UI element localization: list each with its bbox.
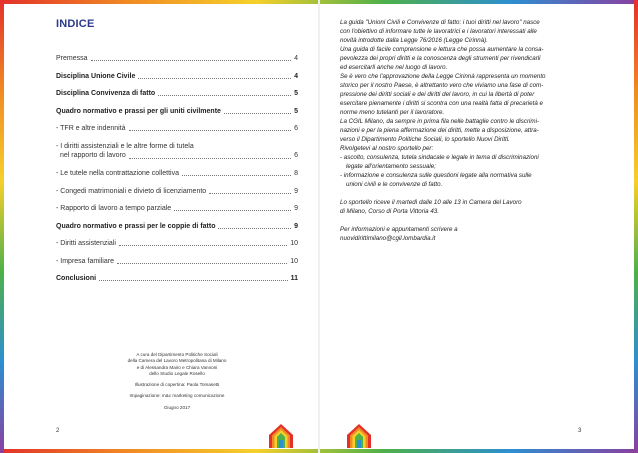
intro-line: esercitare pienamente i diritti si scontra con una realtà fatta di precarietà e xyxy=(340,100,543,107)
toc-page: 5 xyxy=(294,90,298,97)
toc-page: 9 xyxy=(294,187,298,195)
intro-line: legate all'orientamento sessuale; xyxy=(346,163,436,170)
toc-page: 9 xyxy=(294,205,298,212)
toc-leader xyxy=(99,280,288,281)
toc-leader xyxy=(119,245,287,246)
table-of-contents xyxy=(56,18,298,292)
credits-line: della Camera del Lavoro Metropolitana di Milano xyxy=(127,358,227,364)
toc-leader xyxy=(218,228,291,229)
toc-page: 4 xyxy=(294,55,298,62)
credits-date: Giugno 2017 xyxy=(163,404,191,410)
toc-page: 6 xyxy=(294,152,298,159)
rainbow-house-icon xyxy=(346,423,372,449)
toc-label: - TFR e altre indennità xyxy=(56,125,126,132)
toc-leader xyxy=(174,210,291,211)
intro-line: Se è vero che l'approvazione della Legge Cirinnà rappresenta un momento xyxy=(340,73,546,80)
credits-line: dello Studio Legale Rosello xyxy=(149,370,205,376)
toc-leader xyxy=(91,60,292,61)
intro-line: Una guida di facile comprensione e lettura che possa aumentare la consa- xyxy=(340,46,544,53)
page-spine xyxy=(318,0,320,453)
toc-page: 10 xyxy=(290,257,298,265)
intro-line: - informazione e consulenza sulle questioni legate alla normativa sulle xyxy=(340,172,532,179)
toc-entry[interactable] xyxy=(56,204,298,213)
toc-page: 9 xyxy=(294,222,298,230)
toc-entry[interactable] xyxy=(56,142,298,161)
intro-line: La CGIL Milano, da sempre in prima fila nelle battaglie contro le discrimi- xyxy=(340,118,540,125)
toc-label: Quadro normativo e prassi per gli uniti civilmente xyxy=(56,107,221,115)
toc-entry[interactable] xyxy=(56,54,298,63)
toc-leader xyxy=(158,95,291,96)
intro-line: unioni civili e le convivenze di fatto. xyxy=(346,181,443,188)
toc-label: - Impresa familiare xyxy=(56,257,114,265)
rainbow-border-right xyxy=(634,0,638,453)
toc-label: - Le tutele nella contrattazione collettiva xyxy=(56,170,179,177)
toc-label: Premessa xyxy=(56,55,88,62)
toc-label-continued: nel rapporto di lavoro xyxy=(60,152,126,159)
toc-page: 6 xyxy=(294,125,298,132)
toc-label: - Congedi matrimoniali e divieto di licenziamento xyxy=(56,187,207,195)
toc-entry[interactable] xyxy=(56,169,298,178)
contact-email-link[interactable]: nuovidirittimilano@cgil.lombardia.it xyxy=(340,235,436,242)
rainbow-border-left xyxy=(0,0,4,453)
introduction-text xyxy=(340,18,590,243)
toc-page: 11 xyxy=(290,275,298,282)
intro-line: pevolezza dei propri diritti e la conoscenza degli strumenti per rivendicarli xyxy=(340,55,541,62)
toc-title: INDICE xyxy=(56,18,95,30)
toc-label: Conclusioni xyxy=(56,275,97,282)
toc-entry[interactable] xyxy=(56,222,298,231)
toc-page: 8 xyxy=(294,170,298,177)
toc-entry[interactable] xyxy=(56,257,298,266)
credits-line: e di Alessandra Mairo e Chiara Vannoni xyxy=(136,364,218,370)
intro-line: ed esercitarli anche nel luogo di lavoro. xyxy=(340,64,448,71)
toc-entry[interactable] xyxy=(56,124,298,133)
toc-label: Disciplina Unione Civile xyxy=(56,72,136,80)
credits-layout: Impaginazione: m&c marketing comunicazione xyxy=(129,393,225,399)
toc-leader xyxy=(138,78,291,79)
toc-entry[interactable] xyxy=(56,239,298,248)
toc-label: Disciplina Convivenza di fatto xyxy=(56,90,156,97)
toc-leader xyxy=(182,175,291,176)
credits-line: A cura del Dipartimento Politiche Sociali xyxy=(136,352,218,357)
toc-page: 10 xyxy=(290,240,298,247)
toc-entry[interactable] xyxy=(56,72,298,81)
page-number-left: 2 xyxy=(56,428,60,434)
credits-illustrations: Illustrazione di copertina: Paola Tomasetti xyxy=(134,382,220,388)
toc-page: 5 xyxy=(294,107,298,115)
toc-leader xyxy=(224,113,291,114)
toc-label: - Diritti assistenziali xyxy=(56,240,116,247)
toc-entry[interactable] xyxy=(56,187,298,196)
intro-line: pressione dei diritti sociali e dei diritti del lavoro, in cui la libertà di poter xyxy=(340,91,535,98)
toc-entry[interactable] xyxy=(56,89,298,98)
intro-line: norme meno tutelanti per il lavoratore. xyxy=(340,109,445,116)
toc-leader xyxy=(129,130,292,131)
toc-label: - I diritti assistenziali e le altre forme di tutela xyxy=(56,142,194,150)
toc-leader xyxy=(117,263,287,264)
toc-leader xyxy=(209,193,291,194)
intro-line: storico per il nostro Paese, è altrettanto vero che viviamo una fase di com- xyxy=(340,82,544,89)
office-hours-line: di Milano, Corso di Porta Vittoria 43. xyxy=(340,208,439,215)
intro-line: La guida "Unioni Civili e Convivenze di fatto: i tuoi diritti nel lavoro" nasce xyxy=(340,19,540,26)
credits-block xyxy=(56,352,298,416)
page-number-right: 3 xyxy=(578,428,582,434)
toc-label: Quadro normativo e prassi per le coppie di fatto xyxy=(56,222,216,230)
toc-entry[interactable] xyxy=(56,274,298,283)
intro-line: con l'obiettivo di informare tutte le lavoratrici e i lavoratori interessati alle xyxy=(340,28,537,35)
intro-line: Rivolgetevi al nostro sportello per: xyxy=(340,145,434,152)
office-hours-line: Lo sportello riceve il martedì dalle 10 alle 13 in Camera del Lavoro xyxy=(340,199,522,206)
contact-line: Per informazioni e appuntamenti scrivere a xyxy=(340,226,458,233)
toc-page: 4 xyxy=(294,72,298,80)
intro-line: nazioni e per la piena affermazione dei diritti, mette a disposizione, attra- xyxy=(340,127,539,134)
toc-leader xyxy=(129,158,291,159)
intro-line: - ascolto, consulenza, tutela sindacale e legale in tema di discriminazioni xyxy=(340,154,539,161)
rainbow-house-icon xyxy=(268,423,294,449)
toc-entry[interactable] xyxy=(56,107,298,116)
intro-line: novità introdotte dalla Legge 76/2016 (Legge Cirinnà). xyxy=(340,37,488,44)
intro-line: verso il Dipartimento Politiche Sociali, lo sportello Nuovi Diritti. xyxy=(340,136,510,143)
toc-label: - Rapporto di lavoro a tempo parziale xyxy=(56,205,172,212)
